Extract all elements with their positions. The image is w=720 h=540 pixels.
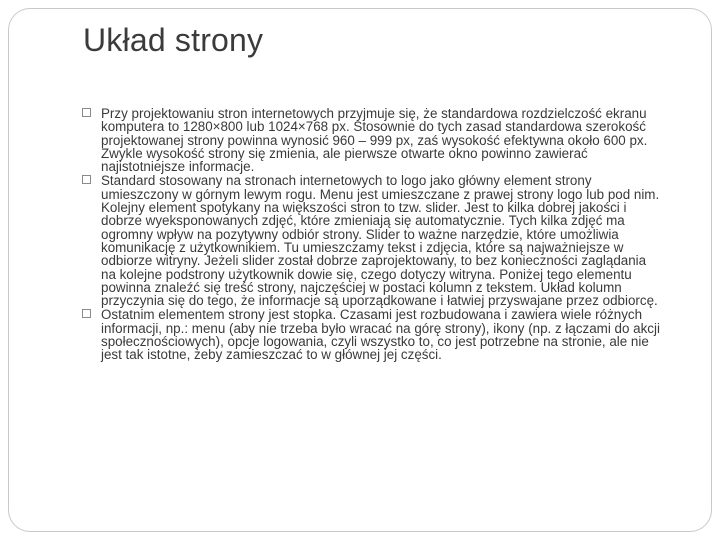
bullet-list bbox=[82, 107, 662, 363]
bullet-text: Standard stosowany na stronach internetowych to logo jako główny element strony umieszczony w górnym lewym rogu. Menu jest umieszczane z prawej strony logo lub pod nim. Kolejny element spotykany na większości stron to tzw. slider. Jest to kilka dobrej jakości i dobrze wyeksponowanych zdjęć, które zmieniają się automatycznie. Tych kilka zdjęć ma ogromny wpływ na pozytywny odbiór strony. Slider to ważne narzędzie, które umożliwia komunikację z użytkownikiem. Tu umieszczamy tekst i zdjęcia, które są najważniejsze w odbiorze witryny. Jeżeli slider został dobrze zaprojektowany, to bez konieczności zaglądania na kolejne podstrony użytkownik dowie się, czego dotyczy witryna. Poniżej tego elementu powinna znaleźć się treść strony, najczęściej w postaci kolumn z tekstem. Układ kolumn przyczynia się do tego, że informacje są uporządkowane i łatwiej przyswajane przez odbiorcę. bbox=[101, 173, 660, 309]
bullet-item bbox=[82, 308, 662, 361]
bullet-item bbox=[82, 107, 662, 173]
slide-title: Układ strony bbox=[83, 22, 264, 58]
bullet-text: Przy projektowaniu stron internetowych przyjmuje się, że standardowa rozdzielczość ekranu komputera to 1280×800 lub 1024×768 px. Stosownie do tych zasad standardowa szerokość projektowanej strony powinna wynosić 960 – 999 px, zaś wysokość efektywna około 600 px. Zwykle wysokość strony się zmienia, ale pierwsze otwarte okno powinno zawierać najistotniejsze informacje. bbox=[101, 106, 648, 175]
bullet-square-icon bbox=[82, 309, 91, 318]
bullet-square-icon bbox=[82, 175, 91, 184]
bullet-item bbox=[82, 174, 662, 307]
bullet-square-icon bbox=[82, 108, 91, 117]
bullet-text: Ostatnim elementem strony jest stopka. Czasami jest rozbudowana i zawiera wiele różnych informacji, np.: menu (aby nie trzeba było wracać na górę strony), ikony (np. z łączami do akcji społecznościowych), opcje logowania, czyli wszystko to, co jest potrzebne na stronie, ale nie jest tak istotne, żeby zamieszczać to w głównej jej części. bbox=[101, 307, 660, 363]
